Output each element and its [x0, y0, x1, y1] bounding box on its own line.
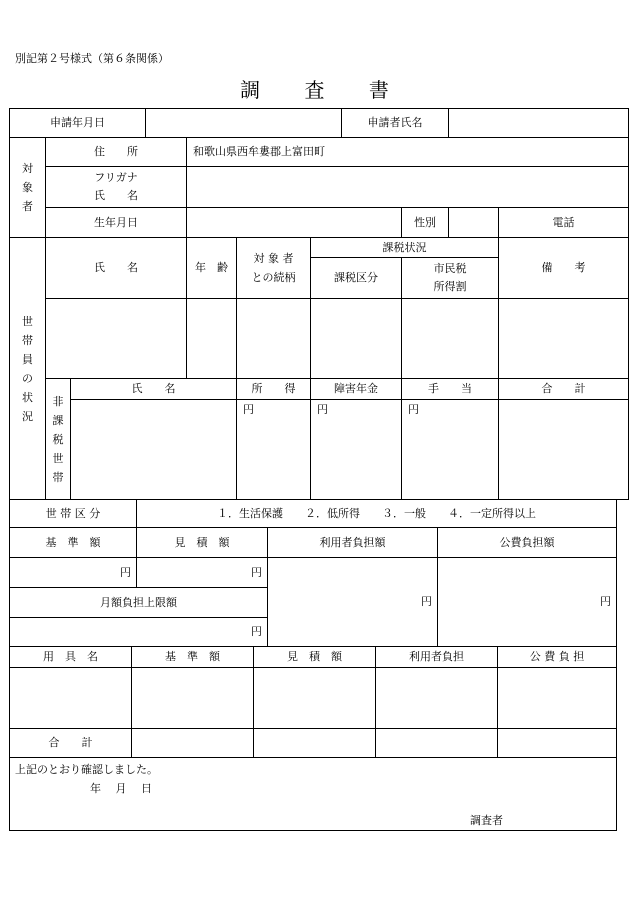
phone-label: 電話 [499, 208, 629, 238]
sex-field[interactable] [449, 208, 499, 238]
furigana-name-label [46, 167, 187, 208]
subject-name-label: 氏 名 [94, 189, 139, 202]
public-burden-yen: 円 [600, 595, 611, 608]
subject-label: 対象者 [10, 138, 46, 238]
equipment-total-user[interactable] [376, 729, 498, 758]
equipment-standard-cell[interactable] [132, 668, 254, 729]
survey-table [9, 108, 629, 500]
applicant-name-label: 申請者氏名 [342, 109, 449, 138]
remarks-header: 備 考 [499, 238, 629, 299]
equipment-table [9, 646, 617, 831]
household-remarks-cell[interactable] [499, 299, 629, 379]
household-name-header: 氏 名 [46, 238, 187, 299]
address-label: 住 所 [46, 138, 187, 167]
confirmation-box [10, 758, 617, 831]
pension-yen: 円 [317, 403, 329, 416]
municipal-tax-header-line-1: 市民税 [433, 262, 467, 275]
application-date-label: 申請年月日 [10, 109, 146, 138]
relation-header [237, 238, 311, 299]
estimate-yen: 円 [251, 565, 262, 579]
public-burden-cell[interactable] [438, 558, 617, 647]
tax-status-header: 課税状況 [311, 238, 499, 258]
household-age-cell[interactable] [187, 299, 237, 379]
title-char-3: 書 [368, 78, 390, 102]
equipment-total-label: 合 計 [10, 729, 132, 758]
confirmation-date: 年 月 日 [90, 782, 152, 795]
cost-table [9, 527, 617, 647]
household-label: 世帯員の状況 [10, 238, 46, 500]
birth-date-field[interactable] [187, 208, 402, 238]
household-relation-cell[interactable] [237, 299, 311, 379]
equipment-name-cell[interactable] [10, 668, 132, 729]
nontax-household-label: 非課税世帯 [46, 379, 71, 500]
equipment-estimate-cell[interactable] [254, 668, 376, 729]
title-char-1: 調 [240, 78, 262, 102]
household-category-label: 世 帯 区 分 [10, 500, 137, 528]
equipment-standard-header: 基 準 額 [132, 647, 254, 668]
relation-header-line-2: との続柄 [251, 270, 296, 284]
household-category-options[interactable]: １．生活保護 ２．低所得 ３．一般 ４．一定所得以上 [137, 500, 617, 528]
nontax-name-cell[interactable] [71, 400, 237, 500]
household-municipal-tax-cell[interactable] [402, 299, 499, 379]
household-category-table [9, 499, 617, 528]
furigana-label: フリガナ [94, 171, 138, 184]
investigator-label: 調査者 [470, 814, 503, 827]
user-burden-cell[interactable] [268, 558, 438, 647]
equipment-total-estimate[interactable] [254, 729, 376, 758]
address-value[interactable]: 和歌山県西牟婁郡上富田町 [187, 138, 629, 167]
page-title [0, 74, 630, 103]
birth-date-label: 生年月日 [46, 208, 187, 238]
tax-class-header: 課税区分 [311, 258, 402, 299]
equipment-public-header: 公 費 負 担 [498, 647, 617, 668]
income-header: 所 得 [237, 379, 311, 400]
user-burden-label: 利用者負担額 [268, 528, 438, 558]
income-yen: 円 [243, 403, 255, 416]
nontax-name-header: 氏 名 [71, 379, 237, 400]
estimate-amount-cell[interactable] [137, 558, 268, 588]
equipment-estimate-header: 見 積 額 [254, 647, 376, 668]
standard-yen: 円 [120, 565, 131, 579]
form-number: 別記第２号様式（第６条関係） [15, 52, 169, 65]
equipment-public-cell[interactable] [498, 668, 617, 729]
equipment-user-header: 利用者負担 [376, 647, 498, 668]
household-name-cell[interactable] [46, 299, 187, 379]
total-cell[interactable] [499, 400, 629, 500]
application-date-field[interactable] [146, 109, 342, 138]
income-cell[interactable] [237, 400, 311, 500]
municipal-tax-header-line-2: 所得割 [433, 280, 467, 293]
relation-header-line-1: 対 象 者 [253, 251, 294, 265]
pension-cell[interactable] [311, 400, 402, 500]
allowance-yen: 円 [408, 403, 420, 416]
applicant-name-field[interactable] [449, 109, 629, 138]
title-char-2: 査 [304, 78, 326, 102]
subject-name-field[interactable] [187, 167, 629, 208]
equipment-name-header: 用 具 名 [10, 647, 132, 668]
estimate-amount-label: 見 積 額 [137, 528, 268, 558]
monthly-limit-yen: 円 [251, 625, 262, 638]
user-burden-yen: 円 [421, 595, 432, 608]
public-burden-label: 公費負担額 [438, 528, 617, 558]
household-tax-class-cell[interactable] [311, 299, 402, 379]
equipment-total-public[interactable] [498, 729, 617, 758]
standard-amount-label: 基 準 額 [10, 528, 137, 558]
allowance-header: 手 当 [402, 379, 499, 400]
total-header: 合 計 [499, 379, 629, 400]
allowance-cell[interactable] [402, 400, 499, 500]
standard-amount-cell[interactable] [10, 558, 137, 588]
equipment-total-standard[interactable] [132, 729, 254, 758]
confirmation-text: 上記のとおり確認しました。 [15, 763, 158, 776]
municipal-tax-header [402, 258, 499, 299]
pension-header: 障害年金 [311, 379, 402, 400]
equipment-user-cell[interactable] [376, 668, 498, 729]
monthly-limit-cell[interactable] [10, 618, 268, 647]
age-header: 年 齢 [187, 238, 237, 299]
monthly-limit-label: 月額負担上限額 [10, 588, 268, 618]
sex-label: 性別 [402, 208, 449, 238]
